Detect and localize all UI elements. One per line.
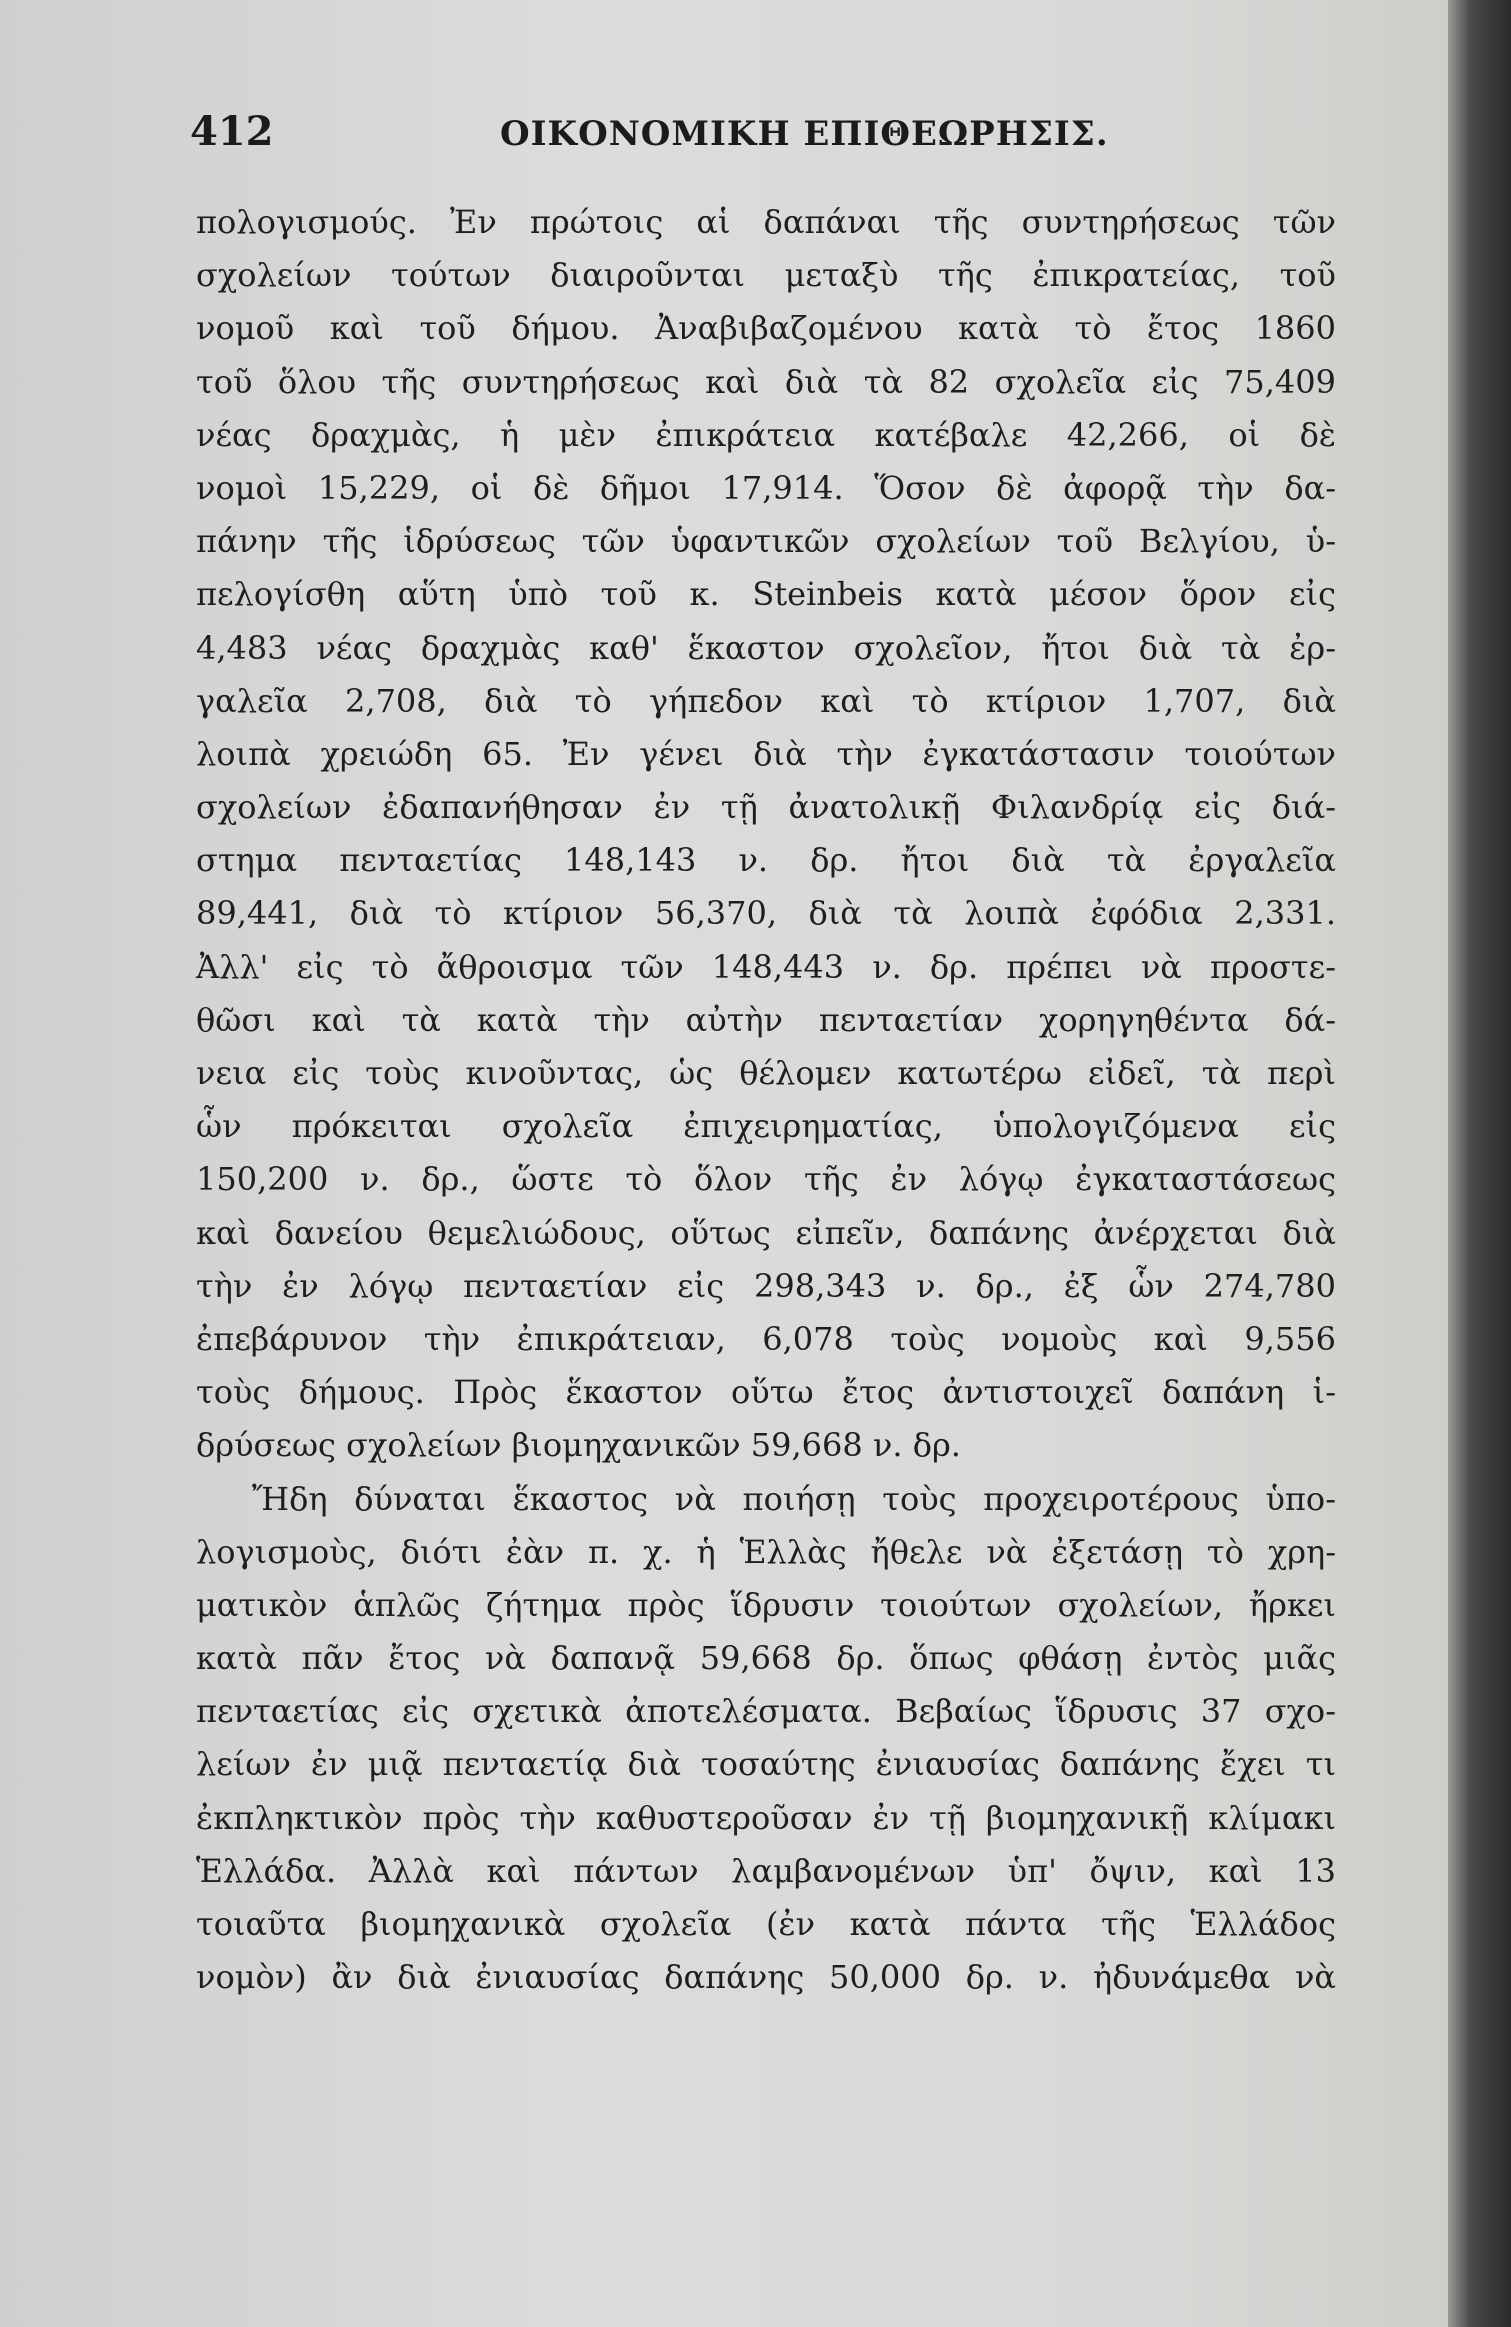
text-line: 4,483 νέας δραχμὰς καθ' ἕκαστον σχολεῖον, ἤτοι διὰ τὰ ἐρ- (196, 628, 1336, 667)
text-line: θῶσι καὶ τὰ κατὰ τὴν αὐτὴν πενταετίαν χορηγηθέντα δά- (196, 1000, 1336, 1039)
text-line: 89,441, διὰ τὸ κτίριον 56,370, διὰ τὰ λοιπὰ ἐφόδια 2,331. (196, 894, 1336, 933)
text-line: καὶ δανείου θεμελιώδους, οὕτως εἰπεῖν, δαπάνης ἀνέρχεται διὰ (196, 1213, 1336, 1252)
text-line: τοιαῦτα βιομηχανικὰ σχολεῖα (ἐν κατὰ πάντα τῆς Ἑλλάδος (196, 1905, 1336, 1943)
text-line: σχολείων τούτων διαιροῦνται μεταξὺ τῆς ἐπικρατείας, τοῦ (196, 256, 1336, 295)
text-line: λογισμοὺς, διότι ἐὰν π. χ. ἡ Ἑλλὰς ἤθελε νὰ ἐξετάσῃ τὸ χρη- (196, 1532, 1336, 1571)
text-line: τοὺς δήμους. Πρὸς ἕκαστον οὕτω ἔτος ἀντιστοιχεῖ δαπάνη ἱ- (196, 1373, 1336, 1412)
text-line: νομὸν) ἂν διὰ ἐνιαυσίας δαπάνης 50,000 δρ. ν. ἠδυνάμεθα νὰ (196, 1958, 1336, 1997)
text-line: πελογίσθη αὕτη ὑπὸ τοῦ κ. Steinbeis κατὰ μέσον ὅρον εἰς (196, 575, 1336, 614)
text-line: τὴν ἐν λόγῳ πενταετίαν εἰς 298,343 ν. δρ., ἐξ ὧν 274,780 (196, 1266, 1336, 1305)
text-line: πολογισμούς. Ἐν πρώτοις αἱ δαπάναι τῆς συντηρήσεως τῶν (196, 203, 1336, 241)
text-line: στημα πενταετίας 148,143 ν. δρ. ἤτοι διὰ τὰ ἐργαλεῖα (196, 841, 1336, 880)
text-line: γαλεῖα 2,708, διὰ τὸ γήπεδον καὶ τὸ κτίριον 1,707, διὰ (196, 681, 1336, 720)
text-line: ἐπεβάρυνον τὴν ἐπικράτειαν, 6,078 τοὺς νομοὺς καὶ 9,556 (196, 1319, 1336, 1358)
text-line: πάνην τῆς ἱδρύσεως τῶν ὑφαντικῶν σχολείων τοῦ Βελγίου, ὑ- (196, 522, 1336, 561)
text-line: σχολείων ἐδαπανήθησαν ἐν τῇ ἀνατολικῇ Φιλανδρίᾳ εἰς διά- (196, 788, 1336, 827)
text-line: τοῦ ὅλου τῆς συντηρήσεως καὶ διὰ τὰ 82 σχολεῖα εἰς 75,409 (196, 362, 1336, 401)
text-line: νομοῦ καὶ τοῦ δήμου. Ἀναβιβαζομένου κατὰ τὸ ἔτος 1860 (196, 309, 1336, 348)
text-line: κατὰ πᾶν ἔτος νὰ δαπανᾷ 59,668 δρ. ὅπως φθάσῃ ἐντὸς μιᾶς (196, 1639, 1336, 1678)
text-line: λοιπὰ χρειώδη 65. Ἐν γένει διὰ τὴν ἐγκατάστασιν τοιούτων (196, 734, 1336, 773)
text-line: λείων ἐν μιᾷ πενταετίᾳ διὰ τοσαύτης ἐνιαυσίας δαπάνης ἔχει τι (196, 1745, 1336, 1784)
text-line: Ἀλλ' εἰς τὸ ἄθροισμα τῶν 148,443 ν. δρ. πρέπει νὰ προστε- (196, 947, 1336, 986)
book-gutter (1448, 0, 1511, 2327)
text-line: νεια εἰς τοὺς κινοῦντας, ὡς θέλομεν κατωτέρω εἰδεῖ, τὰ περὶ (196, 1054, 1336, 1092)
body-text (196, 196, 1336, 2004)
page-header (190, 108, 1340, 158)
running-title: ΟΙΚΟΝΟΜΙΚΗ ΕΠΙΘΕΩΡΗΣΙΣ. (500, 114, 1109, 154)
paragraph-end-line: δρύσεως σχολείων βιομηχανικῶν 59,668 ν. δρ. (196, 1426, 961, 1465)
text-line: ὧν πρόκειται σχολεῖα ἐπιχειρηματίας, ὑπολογιζόμενα εἰς (196, 1107, 1336, 1146)
text-line: ἐκπληκτικὸν πρὸς τὴν καθυστεροῦσαν ἐν τῇ βιομηχανικῇ κλίμακι (196, 1798, 1336, 1837)
page-number: 412 (190, 108, 274, 155)
text-line: 150,200 ν. δρ., ὥστε τὸ ὅλον τῆς ἐν λόγῳ ἐγκαταστάσεως (196, 1160, 1336, 1199)
text-line: Ἑλλάδα. Ἀλλὰ καὶ πάντων λαμβανομένων ὑπ' ὄψιν, καὶ 13 (196, 1851, 1336, 1890)
text-line: νέας δραχμὰς, ἡ μὲν ἐπικράτεια κατέβαλε 42,266, οἱ δὲ (196, 415, 1336, 454)
text-line: νομοὶ 15,229, οἱ δὲ δῆμοι 17,914. Ὅσον δὲ ἀφορᾷ τὴν δα- (196, 468, 1336, 507)
text-line: πενταετίας εἰς σχετικὰ ἀποτελέσματα. Βεβαίως ἵδρυσις 37 σχο- (196, 1692, 1336, 1731)
paragraph-start-line: Ἤδη δύναται ἕκαστος νὰ ποιήσῃ τοὺς προχειροτέρους ὑπο- (252, 1479, 1336, 1518)
text-line: ματικὸν ἁπλῶς ζήτημα πρὸς ἵδρυσιν τοιούτων σχολείων, ἤρκει (196, 1585, 1336, 1624)
